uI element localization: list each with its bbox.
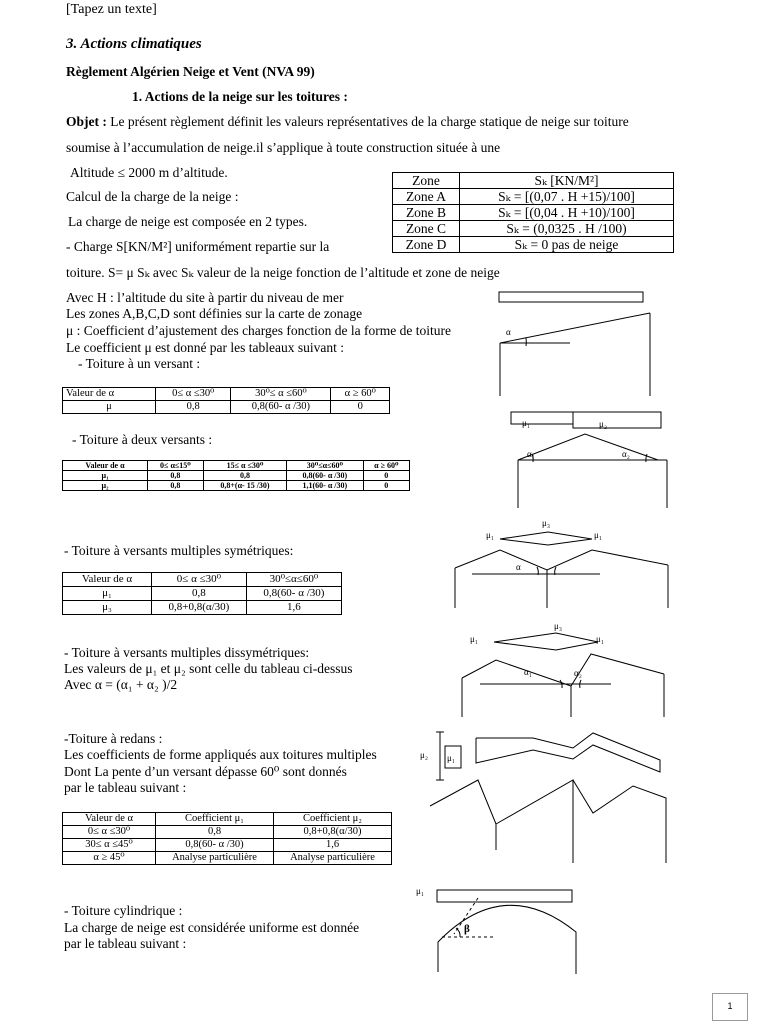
table-header-cell: 0≤ α≤15⁰ [148, 461, 204, 471]
mu1-label-right: μ₁ [594, 530, 602, 540]
mu1-label: μ₁ [486, 530, 494, 540]
para-line: Avec H : l’altitude du site à partir du niveau de mer [66, 290, 344, 305]
snow-load-bar-mu1 [511, 412, 573, 424]
roof-line [430, 780, 496, 850]
roof-line [500, 313, 650, 343]
figure-un-versant [490, 288, 660, 403]
table-row [393, 189, 674, 205]
alpha2-label: α₂ [622, 449, 630, 459]
table-row [63, 388, 390, 401]
figure-deux-versants [510, 408, 675, 512]
page-number: 1 [712, 993, 748, 1021]
table-cell: 0,8+0,8(α/30) [274, 826, 392, 839]
subsection-title: 1. Actions de la neige sur les toitures : [132, 89, 348, 104]
table-cell: 0,8 [148, 471, 204, 481]
types-line: La charge de neige est composée en 2 types. [68, 214, 308, 229]
alpha-label: α [516, 562, 521, 572]
table-header-cell: Valeur de α [63, 813, 156, 826]
para-line: μ : Coefficient d’ajustement des charges fonction de la forme de toiture [66, 323, 451, 338]
objet-paragraph-line-1 [66, 114, 629, 130]
table-deux-versants [62, 460, 410, 491]
table-row [63, 826, 392, 839]
mu1-label-right: μ₁ [596, 634, 604, 644]
mu3-label: μ₃ [554, 621, 562, 631]
table-row [393, 221, 674, 237]
para-line: Le coefficient μ est donné par les tableaux suivant : [66, 340, 345, 355]
table-cell: 0,8(60- α /30) [246, 587, 341, 601]
beta-label: β [464, 923, 470, 935]
table-cell: 0,8(60- α /30) [231, 401, 331, 414]
table-row [63, 401, 390, 414]
sk-header: Sₖ [KN/M²] [460, 173, 674, 189]
table-cell: μ [63, 401, 156, 414]
mu1-label: μ₁ [470, 634, 478, 644]
para-line: Les zones A,B,C,D sont définies sur la carte de zonage [66, 306, 363, 321]
versant1-title: - Toiture à un versant : [78, 356, 201, 371]
regulation-title: Règlement Algérien Neige et Vent (NVA 99) [66, 64, 315, 79]
table-cell: 0,8 [156, 826, 274, 839]
table-header-cell: 0≤ α ≤30⁰ [152, 573, 247, 587]
table-cell: 0 [331, 401, 390, 414]
snow-load-bar [499, 292, 643, 302]
table-row [63, 573, 342, 587]
table-cell: Zone D [393, 237, 460, 253]
roof-line [455, 550, 668, 570]
table-cell: 0,8+0,8(α/30) [152, 601, 247, 615]
figure-multiples-symetriques [450, 515, 680, 610]
snow-load-profile [476, 733, 660, 772]
table-cell: 30≤ α ≤45⁰ [63, 839, 156, 852]
mu1-label: μ₁ [522, 418, 530, 428]
table-cell: 1,6 [274, 839, 392, 852]
mu2-label: μ₂ [599, 419, 607, 429]
table-un-versant [62, 387, 390, 414]
table-row [63, 481, 410, 491]
table-header-cell: 30⁰≤ α ≤60⁰ [231, 388, 331, 401]
alpha-label: α [506, 327, 511, 337]
objet-text: Le présent règlement définit les valeurs représentatives de la charge statique de neige sur toiture [106, 114, 629, 129]
table-header-cell: α ≥ 60⁰ [363, 461, 409, 471]
table-cell: μ₁ [63, 587, 152, 601]
alpha1-label: α₁ [524, 667, 532, 677]
alpha2-label: α₂ [574, 668, 582, 678]
table-cell: 0,8 [152, 587, 247, 601]
mu3-label: μ₃ [542, 518, 550, 528]
toiture-line: toiture. S= μ Sₖ avec Sₖ valeur de la neige fonction de l’altitude et zone de neige [66, 265, 500, 280]
table-row [393, 237, 674, 253]
figure-multiples-dissymetriques [456, 620, 676, 720]
table-header-cell: 0≤ α ≤30⁰ [156, 388, 231, 401]
snow-load-bar [494, 633, 598, 650]
roof-arc [438, 905, 576, 974]
roof-line [462, 654, 664, 686]
alpha1-label: α₁ [527, 449, 535, 459]
table-cell: 1,6 [246, 601, 341, 615]
table-row [63, 601, 342, 615]
table-cell: Zone B [393, 205, 460, 221]
snow-load-bar [437, 890, 572, 902]
zone-table [392, 172, 674, 253]
angle-arc [646, 454, 647, 462]
table-header-cell: Coefficient μ₁ [156, 813, 274, 826]
table-header-cell: Valeur de α [63, 388, 156, 401]
roof-line [496, 780, 573, 863]
cyl-line: par le tableau suivant : [64, 936, 187, 951]
multidis-line: - Toiture à versants multiples dissymétriques: [64, 645, 310, 660]
multidis-line: Les valeurs de μ₁ et μ₂ sont celle du tableau ci-dessus [64, 661, 353, 676]
table-cell: Sₖ = (0,0325 . H /100) [460, 221, 674, 237]
figure-redans [418, 728, 678, 868]
table-row [393, 173, 674, 189]
zone-header: Zone [393, 173, 460, 189]
mu1-label: μ₁ [416, 886, 424, 896]
redans-line: Les coefficients de forme appliqués aux toitures multiples [64, 747, 377, 762]
table-header-cell: 15≤ α ≤30⁰ [203, 461, 286, 471]
versant2-title: - Toiture à deux versants : [72, 432, 213, 447]
objet-label: Objet : [66, 114, 107, 129]
table-header-cell: Coefficient μ₂ [274, 813, 392, 826]
calcul-line: Calcul de la charge de la neige : [66, 189, 239, 204]
altitude-line: Altitude ≤ 2000 m d’altitude. [70, 165, 228, 180]
objet-paragraph-line-2: soumise à l’accumulation de neige.il s’applique à toute construction située à une [66, 140, 501, 155]
table-row [63, 461, 410, 471]
table-cell: α ≥ 45⁰ [63, 852, 156, 865]
redans-line: Dont La pente d’un versant dépasse 60⁰ sont donnés [64, 764, 347, 779]
table-header-cell: Valeur de α [63, 461, 148, 471]
table-row [393, 205, 674, 221]
cyl-line: - Toiture cylindrique : [64, 903, 183, 918]
table-row [63, 471, 410, 481]
table-header-cell: α ≥ 60⁰ [331, 388, 390, 401]
figure-cylindrique [414, 884, 594, 980]
table-cell: Sₖ = [(0,04 . H +10)/100] [460, 205, 674, 221]
table-cell: 1,1(60- α /30) [287, 481, 363, 491]
table-cell: Zone C [393, 221, 460, 237]
snow-load-bar [500, 532, 592, 545]
table-cell: μ₃ [63, 601, 152, 615]
snow-load-bar-mu2 [573, 412, 661, 428]
header-placeholder: [Tapez un texte] [66, 2, 157, 17]
table-cell: 0 [363, 481, 409, 491]
table-row [63, 587, 342, 601]
table-cell: 0 [363, 471, 409, 481]
table-redans [62, 812, 392, 865]
multisym-title: - Toiture à versants multiples symétriques: [64, 543, 294, 558]
table-cell: 0,8(60- α /30) [156, 839, 274, 852]
table-cell: 0,8+(α- 15 /30) [203, 481, 286, 491]
table-header-cell: Valeur de α [63, 573, 152, 587]
table-row [63, 839, 392, 852]
table-cell: 0≤ α ≤30⁰ [63, 826, 156, 839]
table-row [63, 852, 392, 865]
table-cell: Sₖ = [(0,07 . H +15)/100] [460, 189, 674, 205]
redans-line: -Toiture à redans : [64, 731, 163, 746]
table-header-cell: 30⁰≤α≤60⁰ [287, 461, 363, 471]
table-cell: Sₖ = 0 pas de neige [460, 237, 674, 253]
multidis-line: Avec α = (α₁ + α₂ )/2 [64, 677, 178, 692]
table-multiples-symetriques [62, 572, 342, 615]
mu2-label: μ₂ [420, 750, 428, 760]
table-cell: 0,8 [203, 471, 286, 481]
section-title: 3. Actions climatiques [66, 36, 202, 52]
table-header-cell: 30⁰≤α≤60⁰ [246, 573, 341, 587]
table-cell: Analyse particulière [156, 852, 274, 865]
table-cell: Zone A [393, 189, 460, 205]
roof-line [573, 780, 666, 863]
mu1-label: μ₁ [447, 753, 455, 763]
table-row [63, 813, 392, 826]
table-cell: 0,8 [148, 481, 204, 491]
table-cell: Analyse particulière [274, 852, 392, 865]
redans-line: par le tableau suivant : [64, 780, 187, 795]
table-cell: 0,8(60- α /30) [287, 471, 363, 481]
table-cell: μ₂ [63, 481, 148, 491]
table-cell: μ₁ [63, 471, 148, 481]
table-cell: 0,8 [156, 401, 231, 414]
cyl-line: La charge de neige est considérée uniforme est donnée [64, 920, 360, 935]
charge-line: - Charge S[KN/M²] uniformément repartie sur la [66, 239, 330, 254]
roof-line [518, 434, 658, 460]
